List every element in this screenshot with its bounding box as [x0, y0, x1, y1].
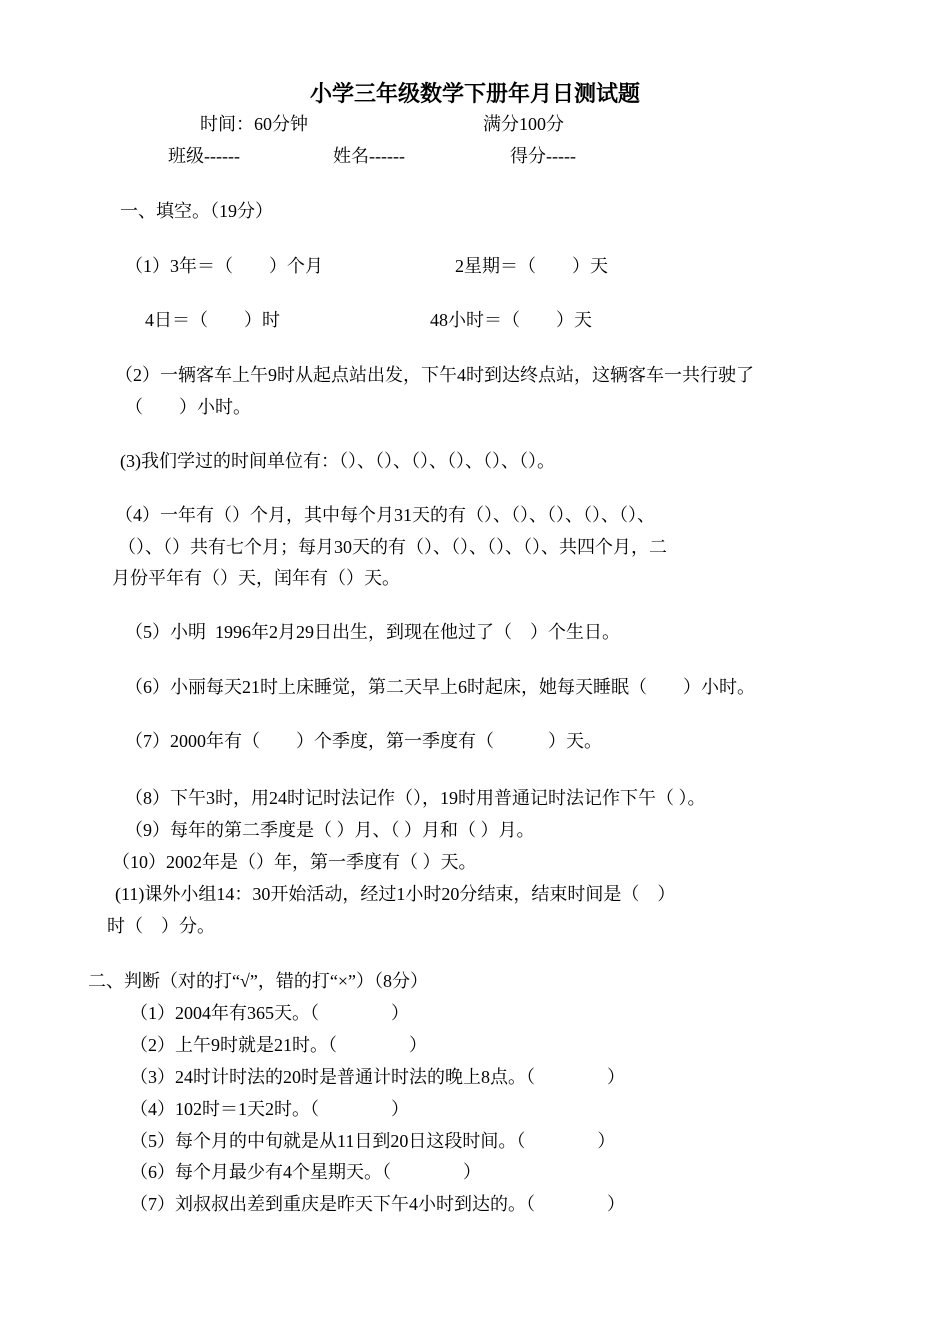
question-4-cont: （）、（）共有七个月；每月30天的有（）、（）、（）、（）、共四个月，二: [118, 537, 667, 557]
question-1b: 2星期＝（ ）天: [455, 256, 608, 276]
judgment-item: （1）2004年有365天。（ ）: [130, 1003, 409, 1023]
full-score: 满分100分: [483, 114, 564, 134]
section1-heading: 一、填空。（19分）: [120, 201, 273, 221]
score-field: 得分-----: [510, 146, 576, 166]
judgment-item: （4）102时＝1天2时。（ ）: [130, 1099, 409, 1119]
question-2: （2）一辆客车上午9时从起点站出发，下午4时到达终点站，这辆客车一共行驶了: [115, 365, 754, 385]
question-10: （10）2002年是（）年，第一季度有（ ）天。: [112, 852, 477, 872]
question-5: （5）小明 1996年2月29日出生，到现在他过了（ ）个生日。: [125, 622, 620, 642]
question-11-cont: 时（ ）分。: [107, 916, 215, 936]
class-field: 班级------: [168, 146, 240, 166]
question-4: （4）一年有（）个月，其中每个月31天的有（）、（）、（）、（）、（）、: [115, 505, 655, 525]
judgment-item: （2）上午9时就是21时。（ ）: [130, 1035, 427, 1055]
question-1d: 48小时＝（ ）天: [430, 310, 592, 330]
question-2-cont: （ ）小时。: [125, 397, 251, 417]
time-limit: 时间：60分钟: [200, 114, 308, 134]
judgment-item: （3）24时计时法的20时是普通计时法的晚上8点。（ ）: [130, 1067, 625, 1087]
question-6: （6）小丽每天21时上床睡觉，第二天早上6时起床，她每天睡眠（ ）小时。: [125, 677, 755, 697]
page-title: 小学三年级数学下册年月日测试题: [309, 81, 640, 106]
question-9: （9）每年的第二季度是（ ）月、（ ）月和（ ）月。: [125, 820, 535, 840]
judgment-item: （7）刘叔叔出差到重庆是昨天下午4小时到达的。（ ）: [130, 1194, 625, 1214]
question-1c: 4日＝（ ）时: [145, 310, 280, 330]
question-4-cont2: 月份平年有（）天，闰年有（）天。: [112, 568, 400, 588]
judgment-item: （6）每个月最少有4个星期天。（ ）: [130, 1162, 481, 1182]
question-8: （8）下午3时，用24时记时法记作（），19时用普通记时法记作下午（ ）。: [125, 788, 706, 808]
section2-heading: 二、判断（对的打“√”，错的打“×”）（8分）: [88, 971, 428, 991]
question-3: (3)我们学过的时间单位有：（）、（）、（）、（）、（）、（）。: [120, 451, 555, 471]
question-7: （7）2000年有（ ）个季度，第一季度有（ ）天。: [125, 731, 602, 751]
name-field: 姓名------: [333, 146, 405, 166]
question-1a: （1）3年＝（ ）个月: [125, 256, 323, 276]
judgment-item: （5）每个月的中旬就是从11日到20日这段时间。（ ）: [130, 1131, 616, 1151]
question-11: (11)课外小组14：30开始活动，经过1小时20分结束，结束时间是（ ）: [115, 884, 676, 904]
